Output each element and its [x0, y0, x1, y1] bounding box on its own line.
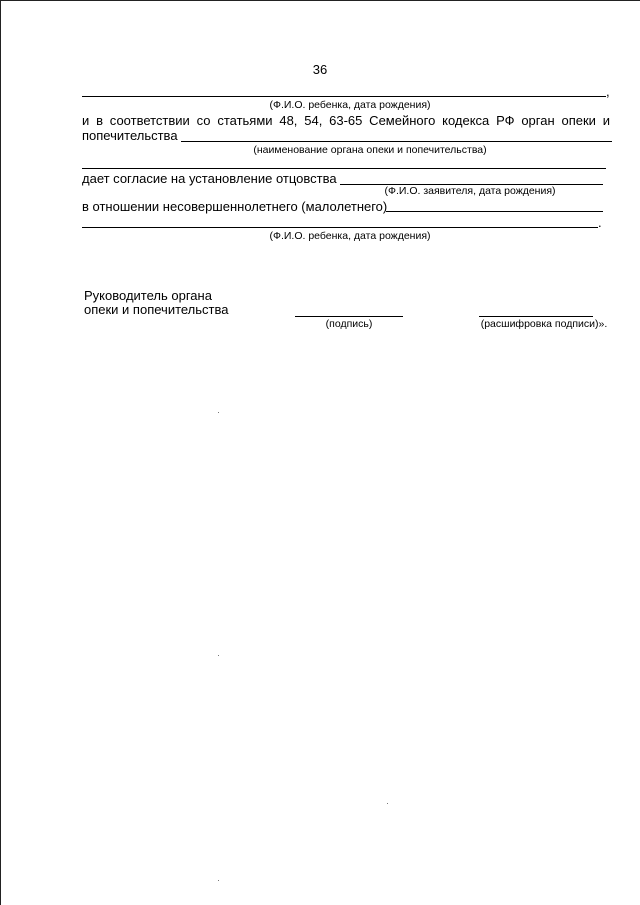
- page-edge-top: [0, 0, 640, 1]
- caption-signature: (подпись): [325, 318, 373, 330]
- minor-text: в отношении несовершеннолетнего (малолетнего): [82, 199, 388, 214]
- child-name-line[interactable]: [82, 96, 606, 97]
- caption-child-name-2: (Ф.И.О. ребенка, дата рождения): [269, 230, 431, 242]
- scan-speck: [218, 655, 219, 656]
- head-title-line-1: Руководитель органа: [84, 288, 212, 303]
- paragraph-line-1: и в соответствии со статьями 48, 54, 63-65 Семейного кодекса РФ орган опеки и: [82, 113, 610, 128]
- page-edge-left: [0, 0, 1, 905]
- line-period: .: [598, 215, 602, 230]
- scan-speck: [218, 412, 219, 413]
- caption-child-name: (Ф.И.О. ребенка, дата рождения): [269, 99, 431, 111]
- signature-decoding-line[interactable]: [479, 316, 593, 317]
- paragraph-line-2: попечительства: [82, 128, 178, 143]
- line-comma: ,: [606, 84, 610, 99]
- caption-authority: (наименование органа опеки и попечительства): [253, 144, 487, 156]
- signature-line[interactable]: [295, 316, 403, 317]
- caption-applicant: (Ф.И.О. заявителя, дата рождения): [384, 185, 556, 197]
- caption-signature-decoding: (расшифровка подписи)».: [480, 318, 608, 330]
- head-title-line-2: опеки и попечительства: [84, 302, 229, 317]
- page-number: 36: [312, 62, 328, 77]
- authority-name-line[interactable]: [181, 141, 612, 142]
- child-name-line-2[interactable]: [82, 227, 598, 228]
- scan-speck: [218, 880, 219, 881]
- authority-name-line-2[interactable]: [82, 168, 606, 169]
- minor-name-line[interactable]: [386, 211, 603, 212]
- consent-text: дает согласие на установление отцовства: [82, 171, 337, 186]
- scan-speck: [387, 803, 388, 804]
